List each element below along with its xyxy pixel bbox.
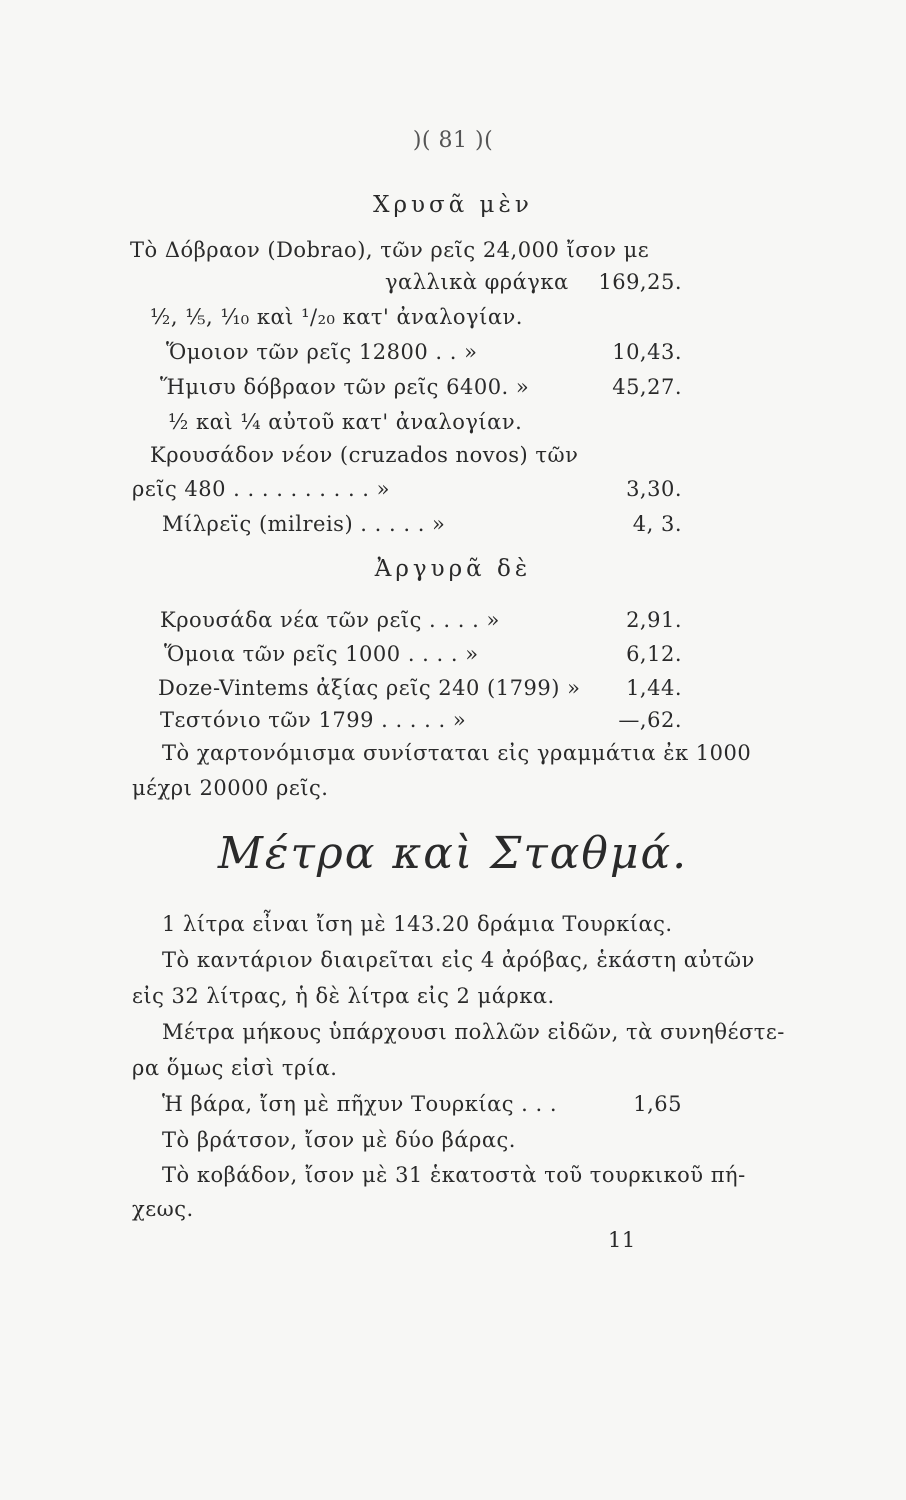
text-line: Τὸ βράτσον, ἴσον μὲ δύο βάρας.: [162, 1128, 516, 1152]
text-line: Τὸ χαρτονόμισμα συνίσταται εἰς γραμμάτια ἐκ 1000: [162, 741, 752, 765]
text-line: Κρουσάδα νέα τῶν ρεῖς . . . . »: [160, 608, 500, 632]
text-line: Κρουσάδον νέον (cruzados novos) τῶν: [150, 443, 579, 467]
text-line: Τὸ Δόβραον (Dobrao), τῶν ρεῖς 24,000 ἴσον με: [130, 238, 650, 262]
text-line: ½ καὶ ¼ αὐτοῦ κατ' ἀναλογίαν.: [168, 410, 523, 434]
measures-heading: Μέτρα καὶ Σταθμά.: [217, 828, 689, 879]
text-line: Ἡ βάρα, ἴση μὲ πῆχυν Τουρκίας . . .: [162, 1092, 558, 1116]
silver-heading: Ἀργυρᾶ δὲ: [374, 556, 532, 582]
text-line: ρα ὅμως εἰσὶ τρία.: [132, 1056, 338, 1080]
value-cell: —,62.: [618, 708, 682, 732]
value-cell: 3,30.: [626, 477, 682, 501]
text-line: Ἥμισυ δόβραον τῶν ρεῖς 6400. »: [160, 375, 530, 399]
text-line: εἰς 32 λίτρας, ἡ δὲ λίτρα εἰς 2 μάρκα.: [132, 984, 555, 1008]
value-cell: 169,25.: [598, 270, 682, 294]
text-line: ρεῖς 480 . . . . . . . . . . »: [132, 477, 391, 501]
text-line: Μίλρεϊς (milreis) . . . . . »: [162, 512, 446, 536]
value-cell: 6,12.: [626, 642, 682, 666]
text-line: ½, ⅕, ⅒ καὶ ¹/₂₀ κατ' ἀναλογίαν.: [150, 305, 523, 329]
page-header: )( 81 )(: [412, 128, 494, 153]
text-line: 1 λίτρα εἶναι ἴση μὲ 143.20 δράμια Τουρκίας.: [162, 912, 673, 936]
text-line: Μέτρα μήκους ὑπάρχουσι πολλῶν εἰδῶν, τὰ συνηθέστε-: [162, 1020, 785, 1044]
value-cell: 4, 3.: [632, 512, 682, 536]
value-cell: 1,44.: [626, 676, 682, 700]
text-line: μέχρι 20000 ρεῖς.: [132, 776, 329, 800]
value-cell: 1,65: [633, 1092, 682, 1116]
signature-mark: 11: [608, 1228, 636, 1252]
text-line: Ὅμοιον τῶν ρεῖς 12800 . . »: [166, 340, 478, 364]
text-line: χεως.: [132, 1197, 194, 1221]
text-line: Τὸ καντάριον διαιρεῖται εἰς 4 ἀρόβας, ἑκάστη αὐτῶν: [162, 948, 755, 972]
text-line: γαλλικὰ φράγκα: [385, 270, 569, 294]
text-line: Ὅμοια τῶν ρεῖς 1000 . . . . »: [164, 642, 479, 666]
value-cell: 10,43.: [612, 340, 682, 364]
text-line: Τεστόνιο τῶν 1799 . . . . . »: [160, 708, 467, 732]
value-cell: 45,27.: [612, 375, 682, 399]
text-line: Τὸ κοβάδον, ἴσον μὲ 31 ἑκατοστὰ τοῦ τουρκικοῦ πή-: [162, 1163, 746, 1187]
text-line: Doze-Vintems ἀξίας ρεῖς 240 (1799) »: [158, 676, 581, 700]
value-cell: 2,91.: [626, 608, 682, 632]
gold-heading: Χρυσᾶ μὲν: [373, 192, 533, 218]
